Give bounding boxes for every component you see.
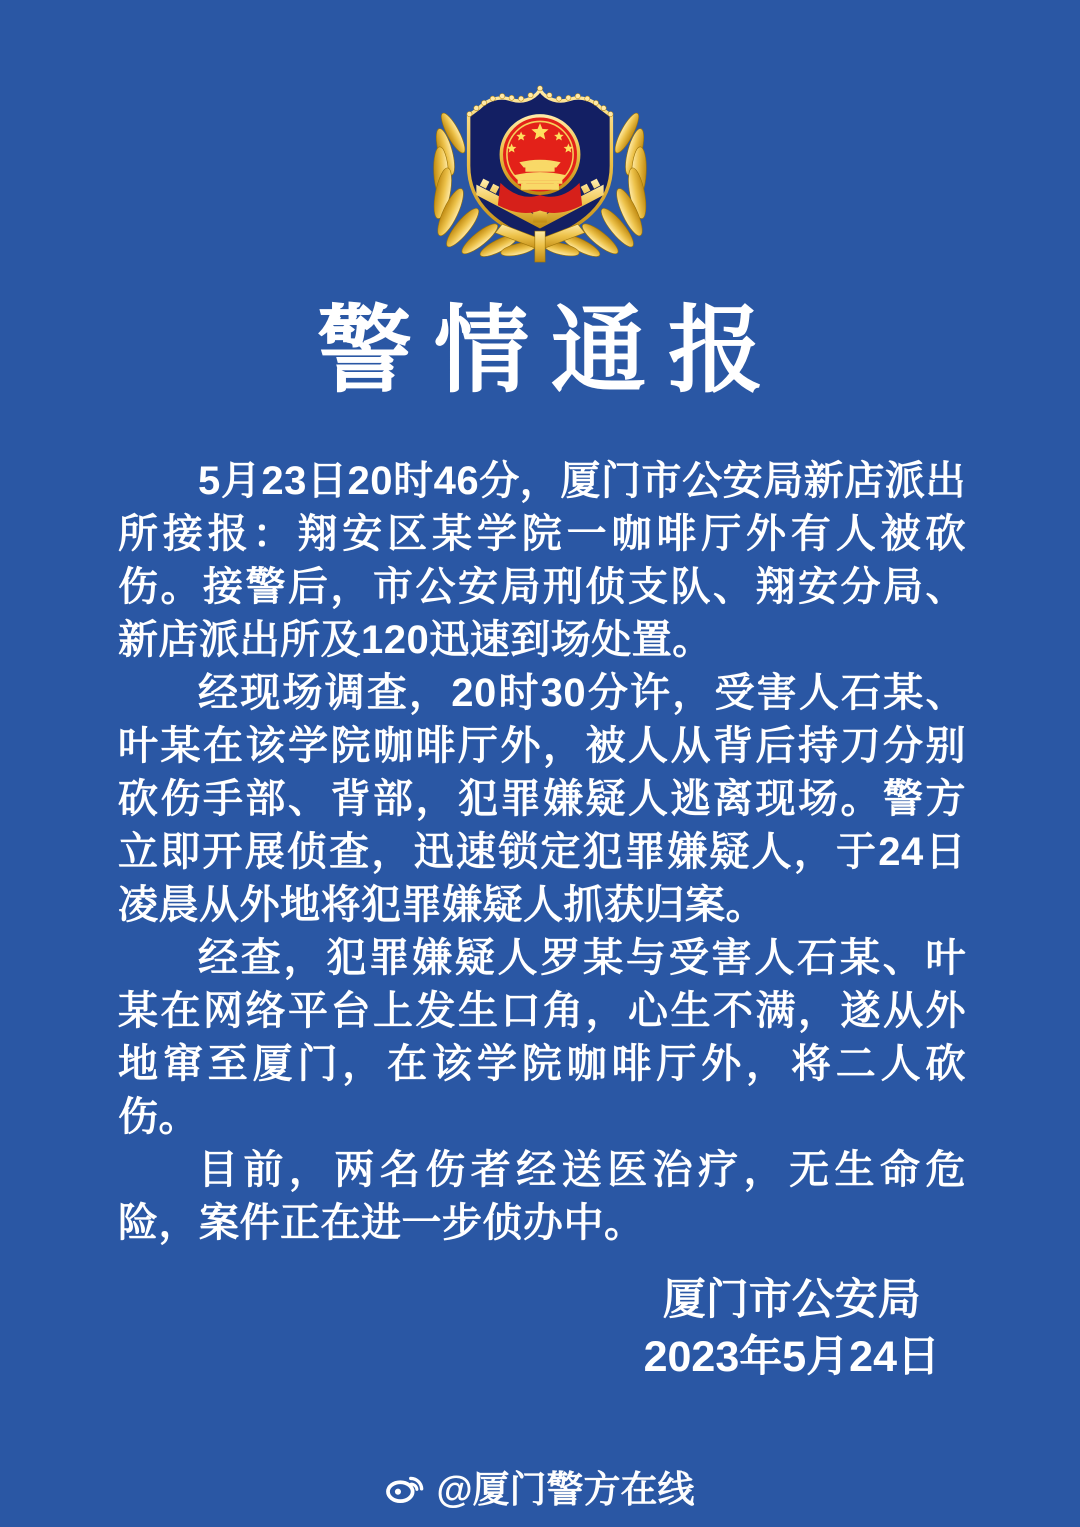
signature-issuer: 厦门市公安局 [662,1276,921,1324]
footer [0,1459,1080,1513]
weibo-handle: @厦门警方在线 [436,1469,695,1510]
paragraph-investigation: 经现场调查，20时30分许，受害人石某、叶某在该学院咖啡厅外，被人从背后持刀分别砍伤手部、背部，犯罪嫌疑人逃离现场。警方立即开展侦查，迅速锁定犯罪嫌疑人，于24日凌晨从外地将犯罪嫌疑人抓获归案。 [118,671,966,927]
weibo-icon [385,1468,427,1504]
notice-body [118,455,966,1250]
signature-date: 2023年5月24日 [643,1333,940,1381]
paragraph-report: 5月23日20时46分，厦门市公安局新店派出所接报：翔安区某学院一咖啡厅外有人被砍伤。接警后，市公安局刑侦支队、翔安分局、新店派出所及120迅速到场处置。 [118,459,966,662]
police-badge-icon [411,64,669,264]
notice-title: 警情通报 [316,298,785,404]
signature-block [644,1272,940,1386]
paragraph-status: 目前，两名伤者经送医治疗，无生命危险，案件正在进一步侦办中。 [118,1148,966,1245]
paragraph-suspect: 经查，犯罪嫌疑人罗某与受害人石某、叶某在网络平台上发生口角，心生不满，遂从外地窜至厦门，在该学院咖啡厅外，将二人砍伤。 [118,936,966,1139]
